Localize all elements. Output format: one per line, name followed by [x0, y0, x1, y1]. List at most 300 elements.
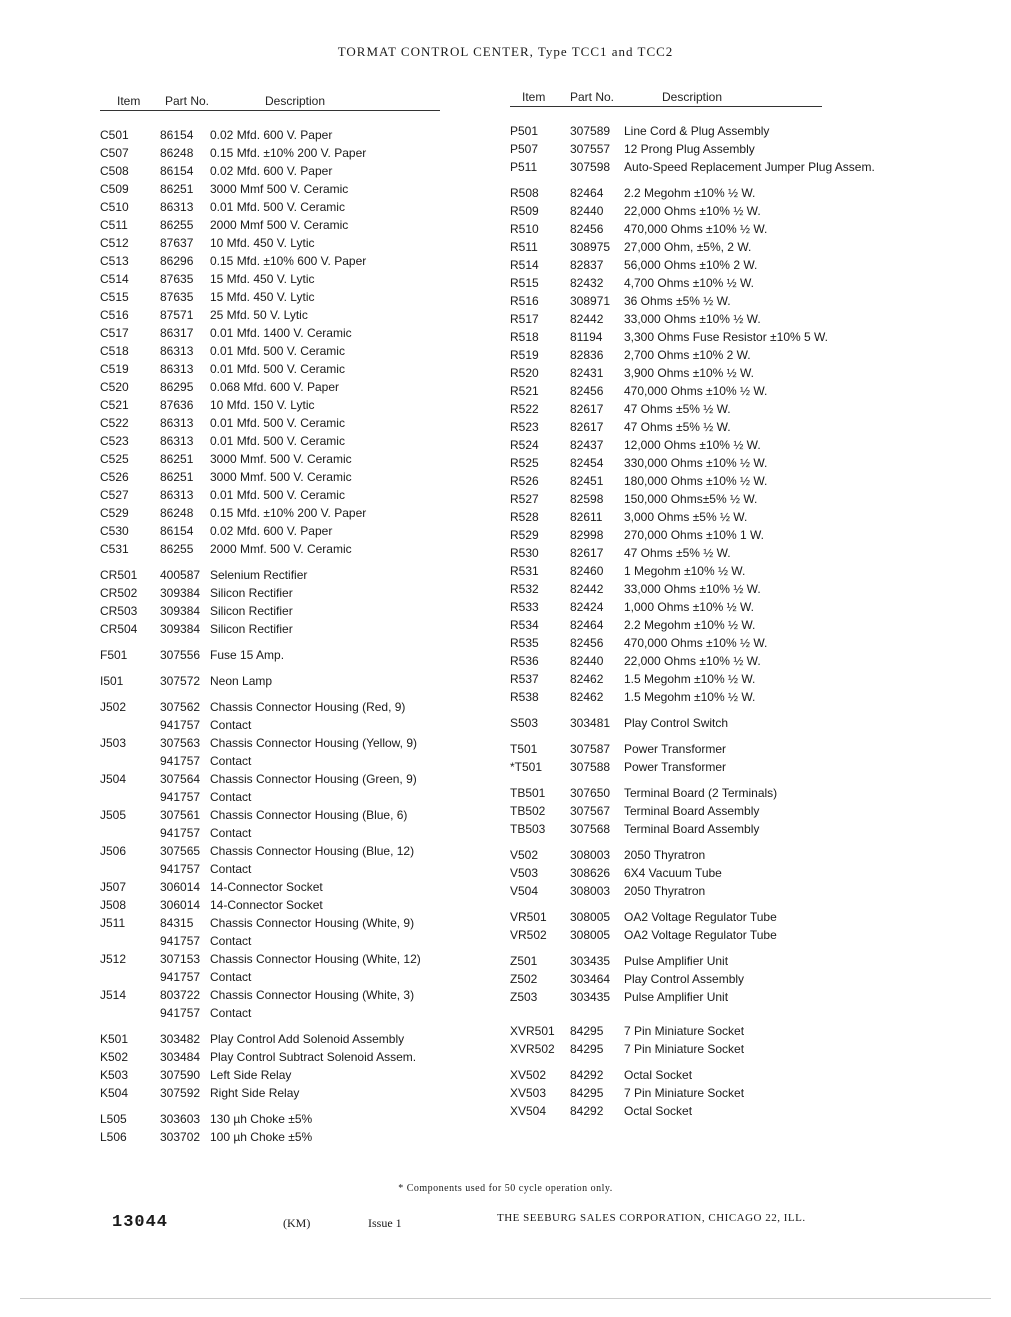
- item-code: R518: [510, 330, 539, 344]
- table-row: [510, 820, 910, 838]
- part-description: Play Control Add Solenoid Assembly: [210, 1032, 405, 1046]
- part-number: 941757: [160, 970, 201, 984]
- table-row: [510, 1040, 910, 1058]
- table-row: [510, 310, 910, 328]
- part-number: 941757: [160, 934, 201, 948]
- table-row: [100, 432, 460, 450]
- part-description: Terminal Board Assembly: [624, 822, 760, 836]
- table-row: [510, 220, 910, 238]
- item-code: R536: [510, 654, 539, 668]
- item-code: C501: [100, 128, 129, 142]
- part-description: 2050 Thyratron: [624, 848, 706, 862]
- table-row: [510, 454, 910, 472]
- table-row: [510, 238, 910, 256]
- item-code: XVR502: [510, 1042, 555, 1056]
- table-row: [100, 690, 460, 698]
- part-number: 86313: [160, 434, 194, 448]
- table-row: [100, 180, 460, 198]
- table-row: [100, 986, 460, 1004]
- issue-label: Issue 1: [368, 1216, 402, 1230]
- part-description: 0.15 Mfd. ±10% 600 V. Paper: [210, 254, 367, 268]
- part-description: Left Side Relay: [210, 1068, 292, 1082]
- part-number: 307564: [160, 772, 201, 786]
- item-code: P501: [510, 124, 539, 138]
- item-code: R525: [510, 456, 539, 470]
- part-description: 22,000 Ohms ±10% ½ W.: [624, 204, 761, 218]
- part-number: 82837: [570, 258, 604, 272]
- part-description: Selenium Rectifier: [210, 568, 308, 582]
- part-number: 307567: [570, 804, 611, 818]
- part-number: 82424: [570, 600, 604, 614]
- table-row: [100, 252, 460, 270]
- part-description: Chassis Connector Housing (Green, 9): [210, 772, 417, 786]
- table-row: [100, 878, 460, 896]
- part-description: Contact: [210, 754, 252, 768]
- part-description: 14-Connector Socket: [210, 880, 323, 894]
- item-code: R515: [510, 276, 539, 290]
- part-number: 86251: [160, 470, 194, 484]
- table-row: [100, 396, 460, 414]
- part-description: 2.2 Megohm ±10% ½ W.: [624, 186, 756, 200]
- part-description: 12,000 Ohms ±10% ½ W.: [624, 438, 761, 452]
- part-description: 22,000 Ohms ±10% ½ W.: [624, 654, 761, 668]
- part-description: 1.5 Megohm ±10% ½ W.: [624, 690, 756, 704]
- part-description: Silicon Rectifier: [210, 604, 293, 618]
- item-code: J504: [100, 772, 127, 786]
- part-description: 56,000 Ohms ±10% 2 W.: [624, 258, 758, 272]
- table-row: [510, 846, 910, 864]
- part-number: 87635: [160, 290, 194, 304]
- table-row: [510, 758, 910, 776]
- part-number: 82462: [570, 672, 604, 686]
- part-number: 803722: [160, 988, 201, 1002]
- item-code: K501: [100, 1032, 129, 1046]
- table-row: [510, 652, 910, 670]
- part-number: 86154: [160, 164, 194, 178]
- part-description: Play Control Assembly: [624, 972, 745, 986]
- part-description: Contact: [210, 934, 252, 948]
- part-description: 100 µh Choke ±5%: [210, 1130, 313, 1144]
- part-number: 309384: [160, 604, 201, 618]
- item-code: V504: [510, 884, 539, 898]
- item-code: J505: [100, 808, 127, 822]
- item-code: J506: [100, 844, 127, 858]
- item-code: R528: [510, 510, 539, 524]
- item-code: R514: [510, 258, 539, 272]
- table-row: [510, 1102, 910, 1120]
- table-row: [100, 468, 460, 486]
- part-description: Power Transformer: [624, 760, 727, 774]
- item-code: VR502: [510, 928, 547, 942]
- part-description: Chassis Connector Housing (Blue, 12): [210, 844, 415, 858]
- item-code: R510: [510, 222, 539, 236]
- part-number: 308005: [570, 910, 611, 924]
- table-row: [100, 162, 460, 180]
- part-description: 15 Mfd. 450 V. Lytic: [210, 272, 315, 286]
- item-code: L505: [100, 1112, 127, 1126]
- table-row: [100, 584, 460, 602]
- part-description: Silicon Rectifier: [210, 622, 293, 636]
- table-row: [100, 806, 460, 824]
- item-code: R537: [510, 672, 539, 686]
- part-number: 82836: [570, 348, 604, 362]
- part-description: 470,000 Ohms ±10% ½ W.: [624, 222, 768, 236]
- parts-list-right: [510, 122, 910, 1120]
- part-number: 84292: [570, 1104, 604, 1118]
- header-desc: Description: [265, 94, 326, 108]
- item-code: C523: [100, 434, 129, 448]
- table-row: [510, 158, 910, 176]
- part-number: 82617: [570, 546, 604, 560]
- part-number: 82437: [570, 438, 604, 452]
- part-description: 0.01 Mfd. 500 V. Ceramic: [210, 362, 345, 376]
- table-row: [100, 698, 460, 716]
- part-number: 84295: [570, 1024, 604, 1038]
- part-description: Silicon Rectifier: [210, 586, 293, 600]
- part-number: 307568: [570, 822, 611, 836]
- part-description: Line Cord & Plug Assembly: [624, 124, 770, 138]
- document-code: (KM): [283, 1216, 311, 1230]
- table-row: [510, 634, 910, 652]
- part-description: 10 Mfd. 450 V. Lytic: [210, 236, 315, 250]
- part-number: 308971: [570, 294, 611, 308]
- table-row: [100, 752, 460, 770]
- table-row: [510, 292, 910, 310]
- table-row: [100, 860, 460, 878]
- part-description: Chassis Connector Housing (White, 3): [210, 988, 415, 1002]
- parts-column-left: [100, 94, 460, 1146]
- part-number: 86248: [160, 506, 194, 520]
- part-description: 150,000 Ohms±5% ½ W.: [624, 492, 758, 506]
- part-number: 307556: [160, 648, 201, 662]
- part-description: 270,000 Ohms ±10% 1 W.: [624, 528, 764, 542]
- part-number: 82432: [570, 276, 604, 290]
- part-number: 307562: [160, 700, 201, 714]
- item-code: J508: [100, 898, 127, 912]
- table-row: [510, 776, 910, 784]
- part-number: 86154: [160, 128, 194, 142]
- part-number: 86251: [160, 182, 194, 196]
- table-row: [100, 638, 460, 646]
- part-number: 308003: [570, 884, 611, 898]
- item-code: CR504: [100, 622, 138, 636]
- document-number: 13044: [112, 1213, 169, 1232]
- item-code: C515: [100, 290, 129, 304]
- item-code: C511: [100, 218, 128, 232]
- part-description: Right Side Relay: [210, 1086, 300, 1100]
- table-row: [510, 400, 910, 418]
- item-code: J507: [100, 880, 127, 894]
- table-row: [100, 216, 460, 234]
- table-row: [100, 664, 460, 672]
- parts-column-right: [510, 90, 910, 1120]
- table-row: [510, 364, 910, 382]
- header-item: Item: [117, 94, 141, 108]
- item-code: C525: [100, 452, 129, 466]
- part-description: 7 Pin Miniature Socket: [624, 1086, 745, 1100]
- table-row: [510, 908, 910, 926]
- item-code: TB503: [510, 822, 546, 836]
- part-number: 308975: [570, 240, 611, 254]
- item-code: C518: [100, 344, 129, 358]
- part-number: 82611: [570, 510, 603, 524]
- part-description: 2000 Mmf. 500 V. Ceramic: [210, 542, 352, 556]
- table-row: [100, 716, 460, 734]
- table-row: [510, 1014, 910, 1022]
- table-row: [510, 988, 910, 1006]
- table-row: [100, 914, 460, 932]
- part-number: 303435: [570, 954, 611, 968]
- table-row: [510, 472, 910, 490]
- part-description: 3,300 Ohms Fuse Resistor ±10% 5 W.: [624, 330, 828, 344]
- table-row: [100, 896, 460, 914]
- table-row: [510, 562, 910, 580]
- part-number: 307565: [160, 844, 201, 858]
- part-description: Fuse 15 Amp.: [210, 648, 285, 662]
- part-description: Chassis Connector Housing (Blue, 6): [210, 808, 408, 822]
- item-code: S503: [510, 716, 539, 730]
- part-number: 303484: [160, 1050, 201, 1064]
- part-description: 180,000 Ohms ±10% ½ W.: [624, 474, 768, 488]
- table-row: [510, 1022, 910, 1040]
- item-code: Z502: [510, 972, 538, 986]
- table-row: [100, 1128, 460, 1146]
- part-description: 47 Ohms ±5% ½ W.: [624, 420, 731, 434]
- part-description: 0.15 Mfd. ±10% 200 V. Paper: [210, 506, 367, 520]
- part-number: 82442: [570, 312, 604, 326]
- table-row: [510, 952, 910, 970]
- item-code: Z501: [510, 954, 538, 968]
- part-number: 86295: [160, 380, 194, 394]
- item-code: R521: [510, 384, 539, 398]
- table-row: [100, 288, 460, 306]
- item-code: J512: [100, 952, 127, 966]
- part-number: 86313: [160, 362, 194, 376]
- table-row: [100, 324, 460, 342]
- item-code: L506: [100, 1130, 127, 1144]
- item-code: I501: [100, 674, 124, 688]
- part-description: 130 µh Choke ±5%: [210, 1112, 313, 1126]
- table-row: [510, 1066, 910, 1084]
- table-row: [100, 788, 460, 806]
- item-code: R524: [510, 438, 539, 452]
- part-number: 941757: [160, 1006, 201, 1020]
- part-number: 84315: [160, 916, 194, 930]
- table-row: [100, 950, 460, 968]
- item-code: C527: [100, 488, 129, 502]
- part-description: 25 Mfd. 50 V. Lytic: [210, 308, 308, 322]
- item-code: C512: [100, 236, 129, 250]
- table-row: [100, 646, 460, 664]
- part-description: Contact: [210, 970, 252, 984]
- item-code: P511: [510, 160, 538, 174]
- header-part: Part No.: [165, 94, 210, 108]
- item-code: R530: [510, 546, 539, 560]
- part-number: 82617: [570, 420, 604, 434]
- part-description: 3,000 Ohms ±5% ½ W.: [624, 510, 748, 524]
- corporation-name: THE SEEBURG SALES CORPORATION, CHICAGO 22, ILL.: [497, 1212, 806, 1224]
- item-code: K502: [100, 1050, 129, 1064]
- header-rule: [510, 106, 822, 107]
- part-description: Terminal Board (2 Terminals): [624, 786, 778, 800]
- item-code: R535: [510, 636, 539, 650]
- part-number: 306014: [160, 880, 201, 894]
- table-row: [510, 900, 910, 908]
- table-row: [510, 864, 910, 882]
- item-code: Z503: [510, 990, 538, 1004]
- part-number: 941757: [160, 718, 201, 732]
- part-number: 86313: [160, 200, 194, 214]
- part-number: 81194: [570, 330, 603, 344]
- table-row: [100, 1004, 460, 1022]
- item-code: C522: [100, 416, 129, 430]
- header-item: Item: [522, 90, 546, 104]
- table-row: [100, 770, 460, 788]
- header-desc: Description: [662, 90, 723, 104]
- table-row: [100, 1030, 460, 1048]
- part-number: 82456: [570, 636, 604, 650]
- table-row: [100, 1084, 460, 1102]
- part-description: Play Control Switch: [624, 716, 729, 730]
- table-row: [510, 544, 910, 562]
- part-number: 307650: [570, 786, 611, 800]
- table-row: [100, 1048, 460, 1066]
- part-number: 309384: [160, 622, 201, 636]
- item-code: J502: [100, 700, 127, 714]
- item-code: T501: [510, 742, 538, 756]
- part-number: 82431: [570, 366, 604, 380]
- table-row: [100, 842, 460, 860]
- item-code: R516: [510, 294, 539, 308]
- part-number: 84295: [570, 1042, 604, 1056]
- part-number: 941757: [160, 790, 201, 804]
- item-code: C531: [100, 542, 129, 556]
- table-row: [100, 126, 460, 144]
- item-code: VR501: [510, 910, 547, 924]
- table-row: [100, 566, 460, 584]
- part-description: 7 Pin Miniature Socket: [624, 1024, 745, 1038]
- table-row: [100, 1022, 460, 1030]
- part-description: 33,000 Ohms ±10% ½ W.: [624, 312, 761, 326]
- part-number: 307153: [160, 952, 201, 966]
- table-row: [510, 256, 910, 274]
- table-row: [510, 382, 910, 400]
- table-row: [510, 202, 910, 220]
- part-number: 82454: [570, 456, 604, 470]
- part-description: 0.02 Mfd. 600 V. Paper: [210, 128, 333, 142]
- table-row: [100, 540, 460, 558]
- table-row: [100, 270, 460, 288]
- item-code: R533: [510, 600, 539, 614]
- part-number: 307589: [570, 124, 611, 138]
- part-description: Octal Socket: [624, 1068, 693, 1082]
- part-description: 0.01 Mfd. 500 V. Ceramic: [210, 488, 345, 502]
- part-description: 1.5 Megohm ±10% ½ W.: [624, 672, 756, 686]
- part-description: 2.2 Megohm ±10% ½ W.: [624, 618, 756, 632]
- part-description: 2000 Mmf 500 V. Ceramic: [210, 218, 349, 232]
- part-number: 82617: [570, 402, 604, 416]
- part-number: 86154: [160, 524, 194, 538]
- item-code: V503: [510, 866, 539, 880]
- table-row: [100, 620, 460, 638]
- part-number: 941757: [160, 754, 201, 768]
- part-description: 0.02 Mfd. 600 V. Paper: [210, 164, 333, 178]
- item-code: C526: [100, 470, 129, 484]
- item-code: *T501: [510, 760, 543, 774]
- item-code: R511: [510, 240, 538, 254]
- table-row: [100, 558, 460, 566]
- part-description: Contact: [210, 790, 252, 804]
- part-number: 82464: [570, 186, 604, 200]
- part-description: 47 Ohms ±5% ½ W.: [624, 546, 731, 560]
- part-description: 6X4 Vacuum Tube: [624, 866, 722, 880]
- part-number: 86313: [160, 488, 194, 502]
- table-row: [510, 122, 910, 140]
- part-number: 82456: [570, 222, 604, 236]
- part-number: 307572: [160, 674, 201, 688]
- part-number: 86248: [160, 146, 194, 160]
- part-number: 307598: [570, 160, 611, 174]
- part-description: 12 Prong Plug Assembly: [624, 142, 755, 156]
- table-row: [100, 932, 460, 950]
- part-number: 87571: [160, 308, 194, 322]
- item-code: C530: [100, 524, 129, 538]
- part-description: Chassis Connector Housing (White, 12): [210, 952, 421, 966]
- table-row: [510, 714, 910, 732]
- table-row: [510, 274, 910, 292]
- item-code: C529: [100, 506, 129, 520]
- table-row: [510, 346, 910, 364]
- item-code: R531: [510, 564, 539, 578]
- table-row: [100, 234, 460, 252]
- table-row: [510, 580, 910, 598]
- table-row: [100, 1066, 460, 1084]
- column-header: [510, 90, 910, 108]
- table-row: [510, 508, 910, 526]
- part-description: 1 Megohm ±10% ½ W.: [624, 564, 746, 578]
- item-code: V502: [510, 848, 539, 862]
- table-row: [100, 198, 460, 216]
- part-description: Contact: [210, 826, 252, 840]
- part-description: 0.01 Mfd. 500 V. Ceramic: [210, 434, 345, 448]
- item-code: R534: [510, 618, 539, 632]
- part-description: 4,700 Ohms ±10% ½ W.: [624, 276, 754, 290]
- part-description: 3000 Mmf. 500 V. Ceramic: [210, 452, 352, 466]
- item-code: R519: [510, 348, 539, 362]
- table-row: [510, 418, 910, 436]
- part-number: 82598: [570, 492, 604, 506]
- table-row: [100, 144, 460, 162]
- part-description: 0.01 Mfd. 1400 V. Ceramic: [210, 326, 352, 340]
- part-description: 33,000 Ohms ±10% ½ W.: [624, 582, 761, 596]
- part-number: 400587: [160, 568, 201, 582]
- part-number: 307590: [160, 1068, 201, 1082]
- item-code: C516: [100, 308, 129, 322]
- part-description: OA2 Voltage Regulator Tube: [624, 910, 777, 924]
- table-row: [100, 342, 460, 360]
- part-number: 303435: [570, 990, 611, 1004]
- item-code: R517: [510, 312, 539, 326]
- part-number: 303603: [160, 1112, 201, 1126]
- item-code: XV502: [510, 1068, 547, 1082]
- part-number: 303702: [160, 1130, 201, 1144]
- part-description: 15 Mfd. 450 V. Lytic: [210, 290, 315, 304]
- part-description: Play Control Subtract Solenoid Assem.: [210, 1050, 417, 1064]
- part-description: Power Transformer: [624, 742, 727, 756]
- part-description: 3000 Mmf 500 V. Ceramic: [210, 182, 349, 196]
- part-description: Chassis Connector Housing (Yellow, 9): [210, 736, 417, 750]
- part-number: 307592: [160, 1086, 201, 1100]
